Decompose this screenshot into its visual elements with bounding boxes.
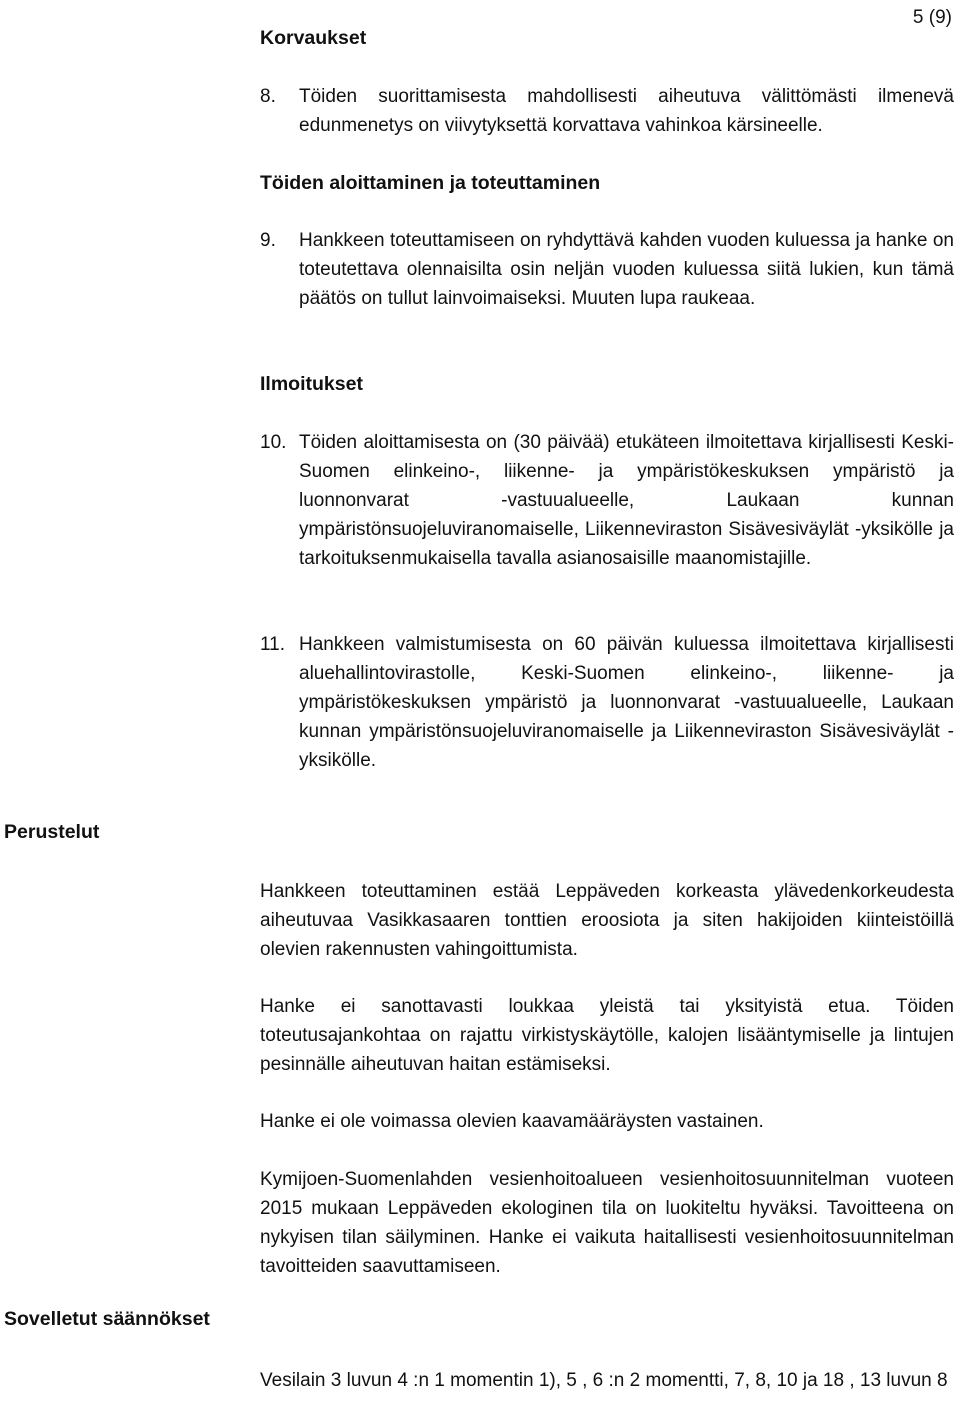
section-heading-aloittaminen: Töiden aloittaminen ja toteuttaminen (260, 172, 601, 194)
item-text: Töiden aloittamisesta on (30 päivää) etukäteen ilmoitettava kirjallisesti Keski-Suomen elinkeino-, liikenne- ja ympäristökeskuksen ympäristö ja luonnonvarat -vastuualueelle, Laukaan kunnan ympäristönsuojeluviranomaiselle, Liikenneviraston Sisävesiväylät -yksikölle ja tarkoituksenmukaisella tavalla asianosaisille maanomistajille. (299, 432, 954, 569)
paragraph-perustelut-3: Hanke ei ole voimassa olevien kaavamääräysten vastainen. (260, 1111, 764, 1132)
item-number: 9. (260, 230, 276, 251)
section-heading-ilmoitukset: Ilmoitukset (260, 373, 363, 395)
list-item-9 (260, 226, 954, 313)
section-heading-saannokset: Sovelletut säännökset (4, 1308, 210, 1331)
item-number: 8. (260, 86, 276, 107)
section-heading-korvaukset: Korvaukset (260, 27, 367, 49)
list-item-11 (260, 630, 954, 775)
paragraph-perustelut-2: Hanke ei sanottavasti loukkaa yleistä tai yksityistä etua. Töiden toteutusajankohtaa on rajattu virkistyskäytölle, kalojen lisääntymiselle ja lintujen pesinnälle aiheutuvan haitan estämiseksi. (260, 996, 954, 1075)
list-item-8 (260, 82, 954, 140)
item-text: Hankkeen toteuttamiseen on ryhdyttävä kahden vuoden kuluessa ja hanke on toteutettava olennaisilta osin neljän vuoden kuluessa siitä lukien, kun tämä päätös on tullut lainvoimaiseksi. Muuten lupa raukeaa. (299, 230, 954, 309)
paragraph-perustelut-1: Hankkeen toteuttaminen estää Leppäveden korkeasta ylävedenkorkeudesta aiheutuvaa Vasikkasaaren tonttien eroosiota ja siten hakijoiden kiinteistöillä olevien rakennusten vahingoittumista. (260, 881, 954, 960)
paragraph-perustelut-4: Kymijoen-Suomenlahden vesienhoitoalueen vesienhoitosuunnitelman vuoteen 2015 mukaan Leppäveden ekologinen tila on luokiteltu hyväksi. Tavoitteena on nykyisen tilan säilyminen. Hanke ei vaikuta haitallisesti vesienhoitosuunnitelman tavoitteiden saavuttamiseen. (260, 1169, 954, 1277)
item-text: Hankkeen valmistumisesta on 60 päivän kuluessa ilmoitettava kirjallisesti aluehallintovirastolle, Keski-Suomen elinkeino-, liikenne- ja ympäristökeskuksen ympäristö ja luonnonvarat -vastuualueelle, Laukaan kunnan ympäristönsuojeluviranomaiselle ja Liikenneviraston Sisävesiväylät -yksikölle. (299, 634, 954, 771)
item-number: 10. (260, 432, 287, 453)
page-number: 5 (9) (912, 7, 952, 28)
paragraph-saannokset: Vesilain 3 luvun 4 :n 1 momentin 1), 5 , 6 :n 2 momentti, 7, 8, 10 ja 18 , 13 luvun 8 (260, 1370, 948, 1391)
item-text: Töiden suorittamisesta mahdollisesti aiheutuva välittömästi ilmenevä edunmenetys on viivytyksettä korvattava vahinkoa kärsineelle. (299, 86, 954, 136)
section-heading-perustelut: Perustelut (4, 821, 100, 844)
item-number: 11. (260, 634, 286, 655)
list-item-10 (260, 428, 954, 573)
